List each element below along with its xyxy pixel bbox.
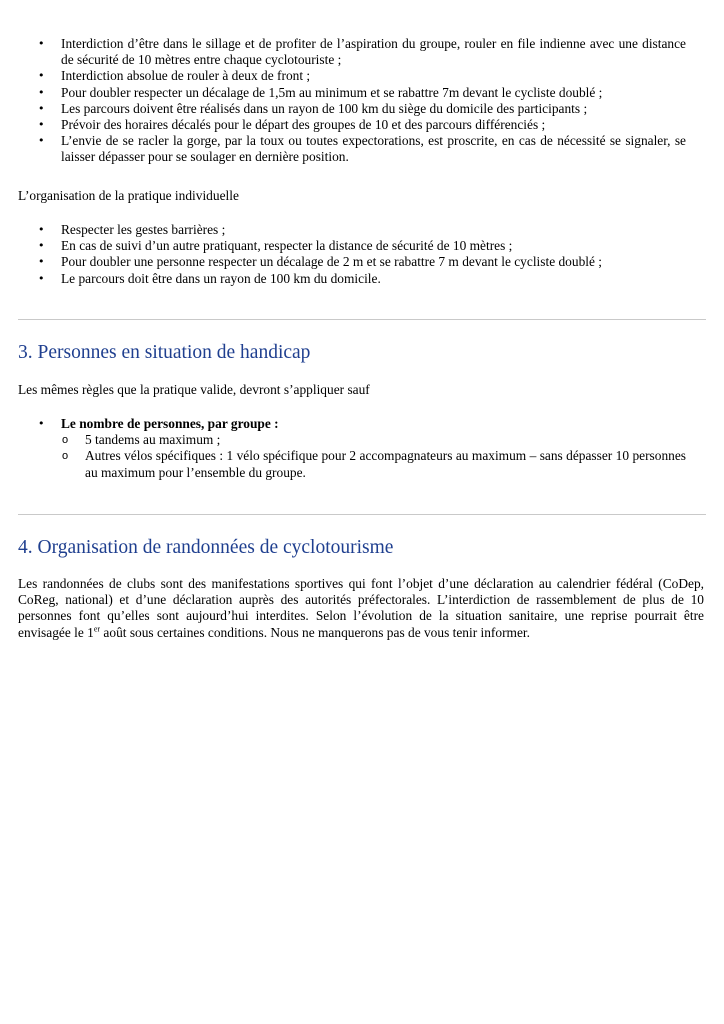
list-item: • Prévoir des horaires décalés pour le départ des groupes de 10 et des parcours différenciés ; — [38, 117, 686, 133]
individual-rules-list — [38, 222, 686, 287]
section-divider — [18, 514, 706, 515]
paragraph-text: Les randonnées de clubs sont des manifestations sportives qui font l’objet d’une déclaration au calendrier fédéral (CoDep, CoReg, national) et d’une déclaration auprès des autorités préfectorales. L’interdiction de rassemblement de plus de 10 personnes font qu’elles sont aujourd’hui interdites. Selon l’évolution de la situation sanitaire, une reprise pourrait être envisagée le 1 — [18, 576, 704, 640]
list-item: • Le parcours doit être dans un rayon de 100 km du domicile. — [38, 271, 686, 287]
list-item: • Interdiction absolue de rouler à deux de front ; — [38, 68, 686, 84]
section-4-heading: 4. Organisation de randonnées de cyclotourisme — [18, 537, 394, 558]
group-rules-list — [38, 36, 686, 166]
section-divider — [18, 319, 706, 320]
individual-intro: L’organisation de la pratique individuelle — [18, 188, 239, 203]
sub-list-item: o 5 tandems au maximum ; — [61, 432, 686, 448]
list-item: • L’envie de se racler la gorge, par la toux ou toutes expectorations, est proscrite, en cas de nécessité se signaler, se laisser dépasser pour se soulager en dernière position. — [38, 133, 686, 165]
group-size-sublist — [61, 432, 686, 481]
list-item: • Respecter les gestes barrières ; — [38, 222, 686, 238]
ordinal-superscript: er — [93, 624, 101, 634]
list-item: • Interdiction d’être dans le sillage et de profiter de l’aspiration du groupe, rouler en file indienne avec une distance de sécurité de 10 mètres entre chaque cyclotouriste ; — [38, 36, 686, 68]
paragraph-text-end: août sous certaines conditions. Nous ne manquerons pas de vous tenir informer. — [100, 624, 530, 640]
section-4-paragraph — [18, 576, 704, 641]
list-item: • Pour doubler une personne respecter un décalage de 2 m et se rabattre 7 m devant le cycliste doublé ; — [38, 254, 686, 270]
group-size-label: Le nombre de personnes, par groupe : — [61, 416, 279, 431]
list-item: • Pour doubler respecter un décalage de 1,5m au minimum et se rabattre 7m devant le cycliste doublé ; — [38, 85, 686, 101]
list-item: • Les parcours doivent être réalisés dans un rayon de 100 km du siège du domicile des participants ; — [38, 101, 686, 117]
list-item: • En cas de suivi d’un autre pratiquant, respecter la distance de sécurité de 10 mètres ; — [38, 238, 686, 254]
sub-list-item: o Autres vélos spécifiques : 1 vélo spécifique pour 2 accompagnateurs au maximum – sans dépasser 10 personnes au maximum pour l’ensemble du groupe. — [61, 448, 686, 480]
section-3-heading: 3. Personnes en situation de handicap — [18, 342, 311, 363]
list-item — [38, 416, 686, 481]
section-3-intro: Les mêmes règles que la pratique valide, devront s’appliquer sauf — [18, 382, 370, 397]
section-3-list — [38, 416, 686, 481]
